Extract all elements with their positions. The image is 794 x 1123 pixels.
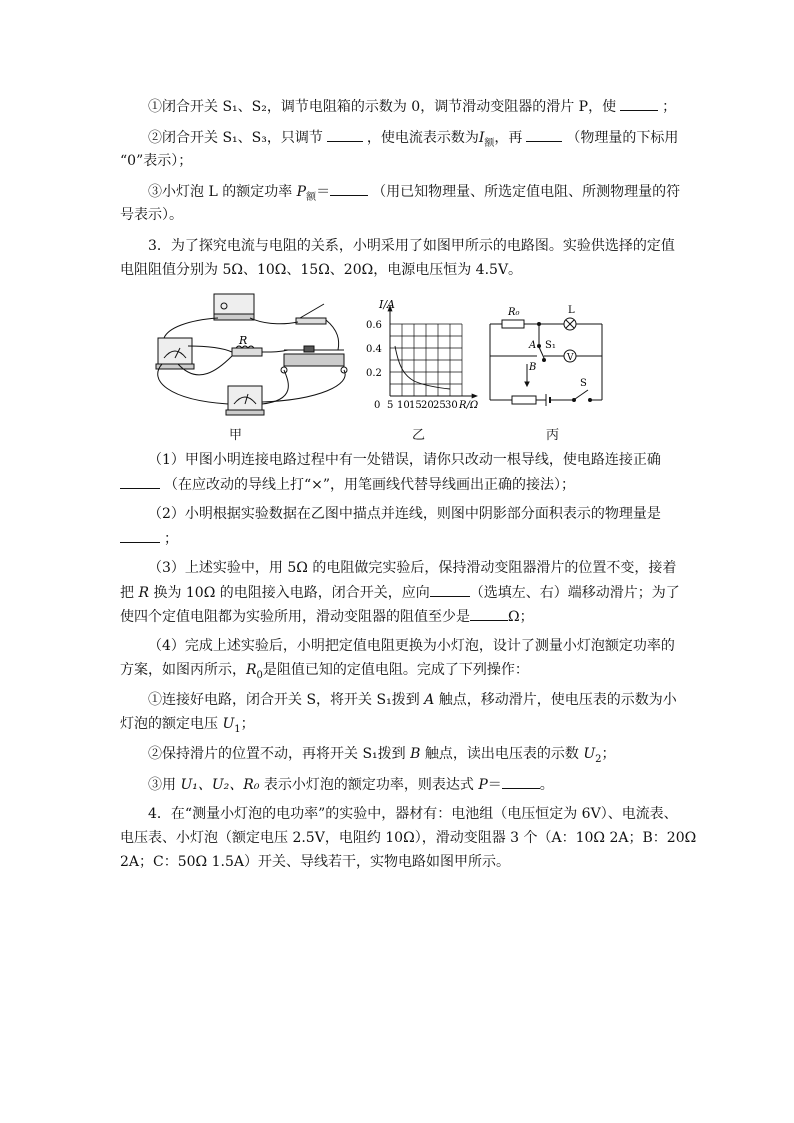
caption-jia: 甲 — [229, 428, 243, 443]
lamp-label: L — [568, 305, 575, 316]
s-label: S — [580, 378, 587, 389]
q3-p1-a: （1）甲图小明连接电路过程中有一处错误，请你只改动一根导线，使电路连接正确 — [148, 452, 661, 468]
step2-line: ②闭合开关 S₁、S₃，只调节 ，使电流表示数为$I_额$，再 （物理量的下标用 — [148, 127, 678, 154]
step3-line2: 号表示）。 — [120, 207, 183, 223]
data-curve — [395, 346, 450, 389]
q3-p2-a: （2）小明根据实验数据在乙图中描点并连线，则图中阴影部分面积表示的物理量是 — [148, 506, 661, 522]
q3-op1-c: 灯泡的额定电压 $U_1$； — [120, 716, 255, 735]
b-label: B — [529, 362, 537, 373]
y-tick: 0.4 — [366, 344, 382, 355]
x-tick: 20 — [421, 400, 434, 411]
caption-bing: 丙 — [546, 428, 560, 443]
voltmeter — [228, 386, 262, 410]
switch — [296, 318, 326, 324]
resistor-r0 — [502, 320, 524, 328]
answer-blank[interactable] — [330, 181, 368, 196]
switch-s — [575, 390, 588, 399]
y-tick: 0.2 — [366, 368, 382, 379]
q3-intro1: 3．为了探究电流与电阻的关系，小明采用了如图甲所示的电路图。实验供选择的定值 — [148, 238, 675, 254]
answer-blank[interactable] — [620, 96, 658, 111]
step3-line: ③小灯泡 L 的额定功率 $P_额=$ （用已知物理量、所选定值电阻、所测物理量的符 — [148, 181, 680, 208]
q3-p1-b: （在应改动的导线上打“×”，用笔画线代替导线画出正确的接法）； — [120, 474, 575, 495]
q3-p2-b: ； — [120, 528, 178, 549]
switch-s1 — [539, 347, 544, 358]
r0-label: R₀ — [508, 307, 520, 318]
figure-jia-physical-circuit — [148, 290, 358, 420]
a-label: A — [529, 340, 537, 351]
q3-op3: ③用 U₁、U₂、R₀ 表示小灯泡的额定功率，则表达式 P＝ 。 — [148, 774, 554, 795]
figure-yi-graph — [365, 296, 490, 416]
answer-blank[interactable] — [470, 606, 508, 621]
rheostat — [284, 354, 344, 366]
q3-op2: ②保持滑片的位置不动，再将开关 S₁拨到 B 触点，读出电压表的示数 $U_2$； — [148, 746, 616, 765]
q3-op1-a: ①连接好电路，闭合开关 S，将开关 S₁拨到 A 触点，移动滑片，使电压表的示数为小 — [148, 692, 677, 708]
q3-p3-b: 把 R 换为 10Ω 的电阻接入电路，闭合开关，应向 （选填左、右）端移动滑片；为了 — [120, 582, 680, 603]
answer-blank[interactable] — [327, 127, 363, 142]
q4-l1: 4．在“测量小灯泡的电功率”的实验中，器材有：电池组（电压恒定为 6V）、电流表、 — [148, 806, 678, 822]
q3-p3-c: 使四个定值电阻都为实验所用，滑动变阻器的阻值至少是 Ω； — [120, 606, 534, 627]
rheostat — [512, 396, 536, 404]
resistor-r — [232, 348, 262, 356]
q3-p3-a: （3）上述实验中，用 5Ω 的电阻做完实验后，保持滑动变阻器滑片的位置不变，接着 — [148, 560, 677, 576]
answer-blank[interactable] — [430, 582, 470, 597]
answer-blank[interactable] — [120, 474, 160, 489]
q3-p4-b: 方案，如图丙所示，$R_0$是阻值已知的定值电阻。完成了下列操作： — [120, 662, 529, 681]
step1-text: ①闭合开关 S₁、S₂，调节电阻箱的示数为 0，调节滑动变阻器的滑片 P，使 — [148, 99, 617, 115]
y-tick: 0.6 — [366, 320, 382, 331]
answer-blank[interactable] — [526, 127, 562, 142]
q4-l2: 电压表、小灯泡（额定电压 2.5V，电阻约 10Ω），滑动变阻器 3 个（A：10Ω 2A；B：20Ω — [120, 830, 697, 846]
x-tick: 25 — [433, 400, 446, 411]
v-label: V — [567, 353, 574, 363]
x-tick: 15 — [409, 400, 422, 411]
answer-blank[interactable] — [120, 528, 160, 543]
x-tick: 5 — [387, 400, 394, 411]
graph-ylabel: I/A — [379, 298, 395, 311]
x-tick: 10 — [397, 400, 410, 411]
q3-intro2: 电阻阻值分别为 5Ω、10Ω、15Ω、20Ω，电源电压恒为 4.5V。 — [120, 262, 523, 278]
figure-bing-circuit — [482, 300, 612, 410]
x-tick: 30 — [445, 400, 458, 411]
graph-xlabel: R/Ω — [459, 400, 479, 411]
s1-label: S₁ — [545, 340, 556, 351]
resistor-label: R — [239, 334, 248, 347]
q3-p4-a: （4）完成上述实验后，小明把定值电阻更换为小灯泡，设计了测量小灯泡额定功率的 — [148, 638, 675, 654]
q4-l3: 2A；C：50Ω 1.5A）开关、导线若干，实物电路如图甲所示。 — [120, 854, 510, 870]
answer-blank[interactable] — [502, 774, 540, 789]
caption-yi: 乙 — [412, 428, 426, 443]
battery-box — [214, 294, 254, 314]
step1-line: ①闭合开关 S₁、S₂，调节电阻箱的示数为 0，调节滑动变阻器的滑片 P，使 ； — [148, 96, 676, 117]
step2-line2: “0”表示）； — [120, 153, 193, 169]
x-tick: 0 — [374, 400, 381, 411]
